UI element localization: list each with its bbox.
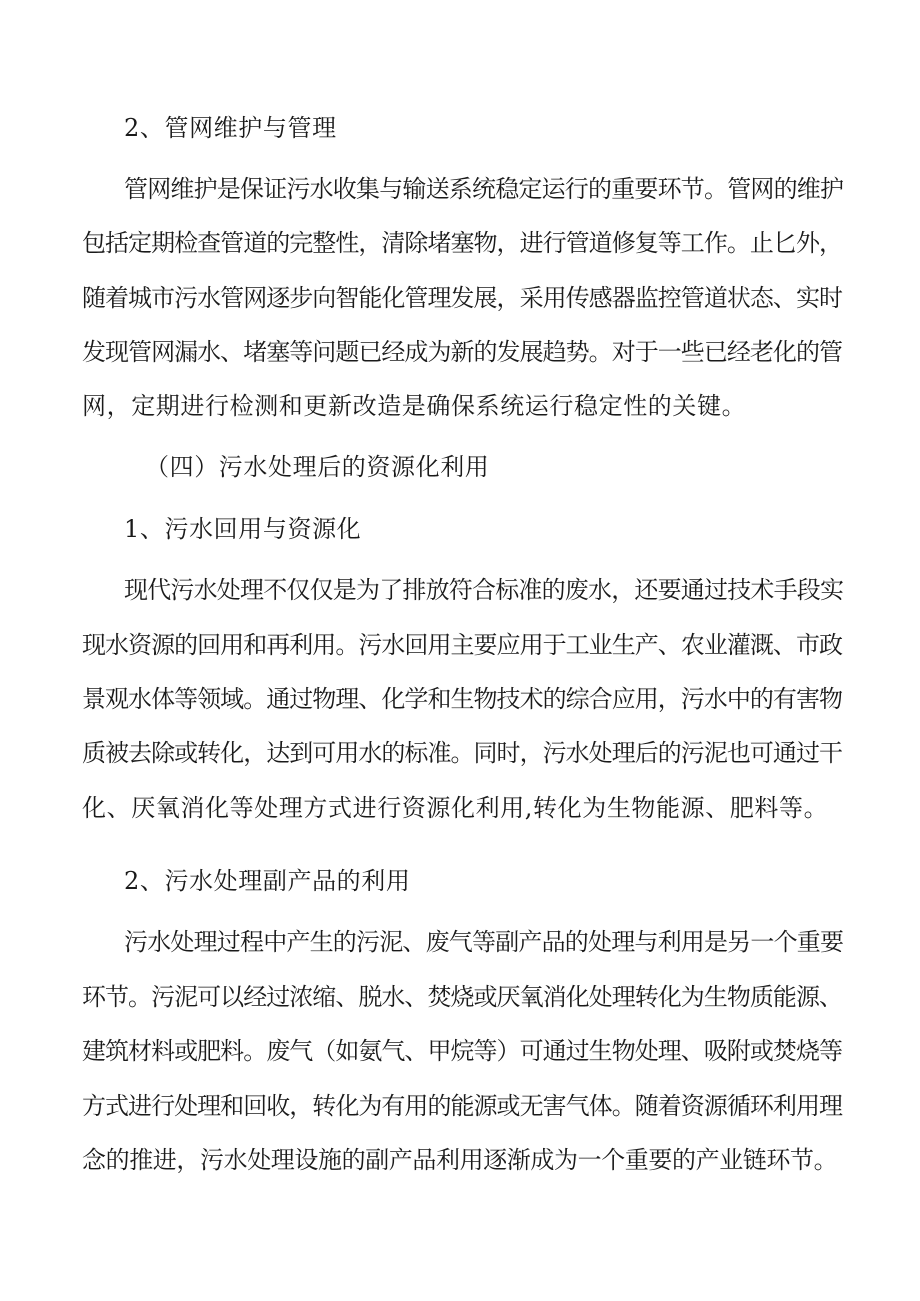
- sub-2-line-5: 念的推进，污水处理设施的副产品利用逐渐成为一个重要的产业链环节。: [82, 1146, 838, 1174]
- section-2-line-3: 随着城市污水管网逐步向智能化管理发展，采用传感器监控管道状态、实时: [82, 284, 842, 312]
- sub-1-line-2: 现水资源的回用和再利用。污水回用主要应用于工业生产、农业灌溉、市政: [82, 631, 842, 659]
- section-2-line-5: 网，定期进行检测和更新改造是确保系统运行稳定性的关键。: [82, 392, 747, 420]
- part-4-heading: （四）污水处理后的资源化利用: [145, 453, 490, 481]
- sub-1-heading: 1、污水回用与资源化: [124, 515, 362, 543]
- sub-2-line-3: 建筑材料或肥料。废气（如氨气、甲烷等）可通过生物处理、吸附或焚烧等: [82, 1037, 842, 1065]
- sub-1-line-5: 化、厌氧消化等处理方式进行资源化利用,转化为生物能源、肥料等。: [82, 794, 829, 822]
- sub-1-line-1: 现代污水处理不仅仅是为了排放符合标准的废水，还要通过技术手段实: [124, 576, 844, 604]
- section-2-line-4: 发现管网漏水、堵塞等问题已经成为新的发展趋势。对于一些已经老化的管: [82, 338, 842, 366]
- section-2-line-1: 管网维护是保证污水收集与输送系统稳定运行的重要环节。管网的维护: [124, 175, 844, 203]
- sub-2-line-2: 环节。污泥可以经过浓缩、脱水、焚烧或厌氧消化处理转化为生物质能源、: [82, 983, 842, 1011]
- sub-2-line-1: 污水处理过程中产生的污泥、废气等副产品的处理与利用是另一个重要: [124, 928, 844, 956]
- sub-1-line-4: 质被去除或转化，达到可用水的标准。同时，污水处理后的污泥也可通过干: [82, 739, 842, 767]
- section-2-heading: 2、管网维护与管理: [124, 114, 337, 142]
- sub-2-line-4: 方式进行处理和回收，转化为有用的能源或无害气体。随着资源循环利用理: [82, 1092, 842, 1120]
- section-2-line-2: 包括定期检查管道的完整性，清除堵塞物，进行管道修复等工作。止匕外，: [82, 229, 842, 257]
- sub-2-heading: 2、污水处理副产品的利用: [124, 867, 411, 895]
- sub-1-line-3: 景观水体等领域。通过物理、化学和生物技术的综合应用，污水中的有害物: [82, 685, 842, 713]
